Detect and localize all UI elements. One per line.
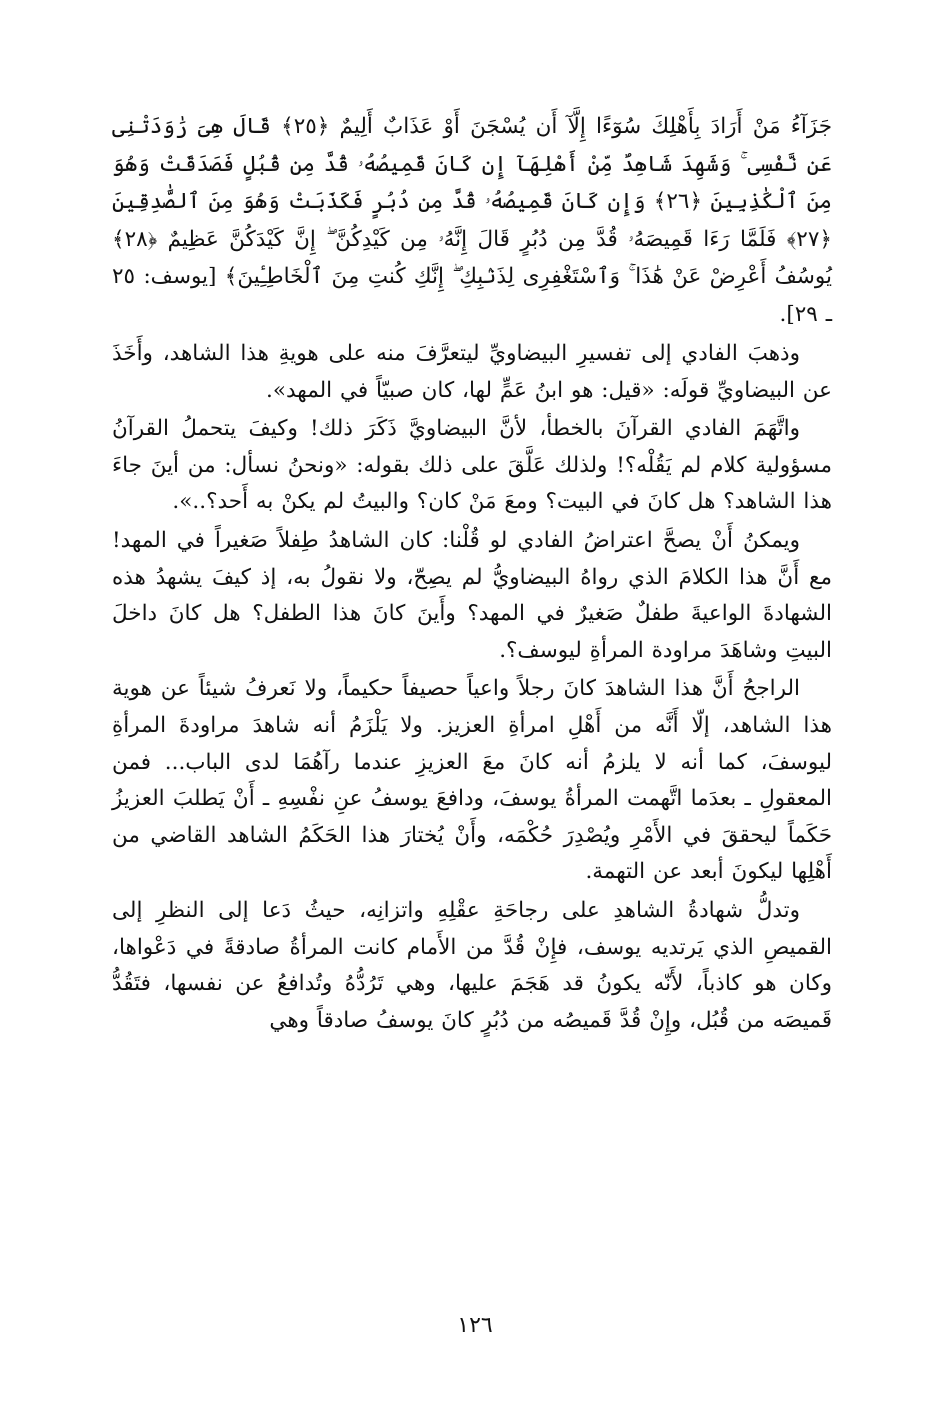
paragraph-1: وذهبَ الفادي إلى تفسيرِ البيضاويِّ ليتعرَّفَ منه على هويةِ هذا الشاهد، وأَخَذَ عن البيضاويِّ قولَه: «قيل: هو ابنُ عَمٍّ لها، كان صبيّاً في المهد». — [112, 341, 832, 403]
quran-passage: جَزَآءُ مَنْ أَرَادَ بِأَهْلِكَ سُوٓءًا إِلَّآ أَن يُسْجَنَ أَوْ عَذَابٌ أَلِيمٌ ﴿٢٥﴾ قَالَ هِىَ رَٰوَدَتْنِى عَن نَّفْسِى ۚ وَشَهِدَ شَاهِدٌ مِّنْ أَهْلِهَآ إِن كَانَ قَمِيصُهُۥ قُدَّ مِن قُبُلٍ فَصَدَقَتْ وَهُوَ مِنَ ٱلْكَٰذِبِينَ ﴿٢٦﴾ وَإِن كَانَ قَمِيصُهُۥ قُدَّ مِن دُبُرٍ فَكَذَبَتْ وَهُوَ مِنَ ٱلصَّٰدِقِينَ ﴿٢٧﴾ فَلَمَّا رَءَا قَمِيصَهُۥ قُدَّ مِن دُبُرٍ قَالَ إِنَّهُۥ مِن كَيْدِكُنَّ ۖ إِنَّ كَيْدَكُنَّ عَظِيمٌ ﴿٢٨﴾ يُوسُفُ أَعْرِضْ عَنْ هَٰذَا ۚ وَٱسْتَغْفِرِى لِذَنۢبِكِ ۖ إِنَّكِ كُنتِ مِنَ ٱلْخَاطِـِٔينَ﴾ [يوسف: ٢٥ ـ ٢٩]. — [112, 114, 832, 327]
paragraph-5: وتدلُّ شهادةُ الشاهدِ على رجاحَةِ عقْلِهِ واتزانِه، حيثُ دَعا إلى النظرِ إلى القميصِ الذي يَرتديه يوسف، فإِنْ قُدَّ من الأَمام كانت المرأةُ صادقةً في دَعْواها، وكان هو كاذباً، لأَنّه يكونُ قد هَجَمَ عليها، وهي تَرُدُّهُ وتُدافعُ عن نفسها، فتَقُدُّ قَميصَه من قُبُل، وإِنْ قُدَّ قَميصُه من دُبُرٍ كانَ يوسفُ صادقاً وهي — [112, 897, 832, 1033]
paragraph-2: واتَّهَمَ الفادي القرآنَ بالخطأ، لأنَّ البيضاويَّ ذَكَرَ ذلك! وكيفَ يتحملُ القرآنُ مسؤولية كلام لم يَقُلْه؟! ولذلك عَلَّقَ على ذلك بقوله: «ونحنُ نسأل: من أينَ جاءَ هذا الشاهد؟ هل كانَ في البيت؟ ومعَ مَنْ كان؟ والبيتُ لم يكنْ به أَحد؟..». — [112, 416, 832, 515]
paragraph-4: الراجحُ أَنَّ هذا الشاهدَ كانَ رجلاً واعياً حصيفاً حكيماً، ولا نَعرفُ شيئاً عن هوية هذا الشاهد، إلّا أَنَّه من أَهْلِ امرأةِ العزيز. ولا يَلْزَمُ أنه شاهدَ مراودةَ المرأةِ ليوسفَ، كما أنه لا يلزمُ أنه كانَ معَ العزيزِ عندما رآهُمَا لدى الباب... فمن المعقولِ ـ بعدَما اتَّهمت المرأةُ يوسفَ، ودافعَ يوسفُ عنِ نفْسِهِ ـ أَنْ يَطلبَ العزيزُ حَكَماً ليحققَ في الأَمْرِ ويُصْدِرَ حُكْمَه، وأَنْ يُختارَ هذا الحَكَمُ الشاهد القاضي من أَهْلِها ليكونَ أبعد عن التهمة. — [112, 676, 832, 885]
paragraph-3: ويمكنُ أَنْ يصحَّ اعتراضُ الفادي لو قُلْنا: كان الشاهدُ طِفلاً صَغيراً في المهد! مع أَنَّ هذا الكلامَ الذي رواهُ البيضاويُّ لم يصِحّ، ولا نقولُ به، إذ كيفَ يشهدُ هذه الشهادةَ الواعيةَ طفلٌ صَغيرٌ في المهد؟ وأَينَ كانَ هذا الطفل؟ هل كانَ داخلَ البيتِ وشاهَدَ مراودة المرأةِ ليوسف؟. — [112, 527, 832, 663]
page-text — [112, 108, 832, 1039]
page-number: ١٢٦ — [457, 1313, 493, 1338]
